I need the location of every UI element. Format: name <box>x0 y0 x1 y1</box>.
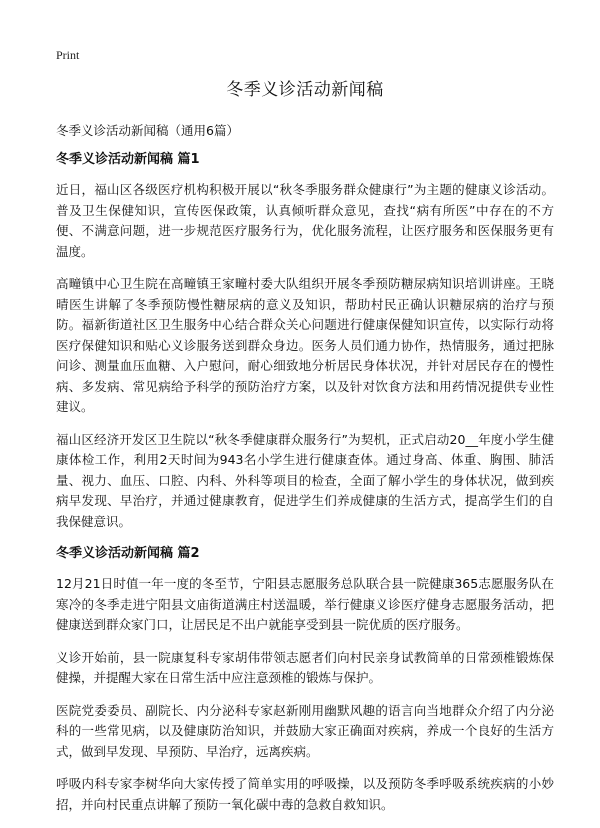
document-subtitle: 冬季义诊活动新闻稿（通用6篇） <box>56 123 239 138</box>
section-heading: 冬季义诊活动新闻稿 篇1 <box>56 152 200 167</box>
paragraph: 12月21日时值一年一度的冬至节，宁阳县志愿服务总队联合县一院健康365志愿服务队在寒冷的冬季走进宁阳县文庙街道满庄村送温暖，举行健康义诊医疗健身志愿服务活动，把健康送到群众家门口，让居民足不出户就能享受到县一院优质的医疗服务。 <box>56 576 554 632</box>
article-section-1 <box>56 150 554 532</box>
document-title: 冬季义诊活动新闻稿 <box>226 80 384 100</box>
paragraph: 医院党委委员、副院长、内分泌科专家赵新刚用幽默风趣的语言向当地群众介绍了内分泌科的一些常见病，以及健康防治知识，并鼓励大家正确面对疾病，养成一个良好的生活方式，做到早发现、早预防、早治疗，远离疾病。 <box>56 702 554 759</box>
section-heading: 冬季义诊活动新闻稿 篇2 <box>56 546 200 561</box>
print-link[interactable]: Print <box>56 48 80 62</box>
document-body <box>56 78 554 827</box>
paragraph: 福山区经济开发区卫生院以“秋冬季健康群众服务行”为契机，正式启动20__年度小学生健康体检工作，利用2天时间为943名小学生进行健康查体。通过身高、体重、胸围、肺活量、视力、血压、口腔、内科、外科等项目的检查，全面了解小学生的身体状况，做到疾病早发现、早治疗，并通过健康教育，促进学生们养成健康的生活方式，提高学生们的自我保健意识。 <box>56 431 554 529</box>
paragraph: 近日，福山区各级医疗机构积极开展以“秋冬季服务群众健康行”为主题的健康义诊活动。普及卫生保健知识，宣传医保政策，认真倾听群众意见，查找“病有所医”中存在的不方便、不满意问题，进一步规范医疗服务行为，优化服务流程，让医疗服务和医保服务更有温度。 <box>56 182 554 259</box>
paragraph: 义诊开始前，县一院康复科专家胡伟带领志愿者们向村民亲身试教简单的日常颈椎锻炼保健操，并提醒大家在日常生活中应注意颈椎的锻炼与保护。 <box>56 649 554 685</box>
paragraph: 呼吸内科专家李树华向大家传授了简单实用的呼吸操，以及预防冬季呼吸系统疾病的小妙招，并向村民重点讲解了预防一氧化碳中毒的急救自救知识。 <box>56 776 554 812</box>
paragraph: 高疃镇中心卫生院在高疃镇王家疃村委大队组织开展冬季预防糖尿病知识培训讲座。王晓晴医生讲解了冬季预防慢性糖尿病的意义及知识，帮助村民正确认识糖尿病的治疗与预防。福新街道社区卫生服务中心结合群众关心问题进行健康保健知识宣传，以实际行动将医疗保健知识和贴心义诊服务送到群众身边。医务人员们通力协作，热情服务，通过把脉问诊、测量血压血糖、入户慰问，耐心细致地分析居民身体状况，并针对居民存在的慢性病、多发病、常见病给予科学的预防治疗方案，以及针对饮食方法和用药情况提供专业性建议。 <box>56 276 554 414</box>
article-section-2 <box>56 544 554 815</box>
